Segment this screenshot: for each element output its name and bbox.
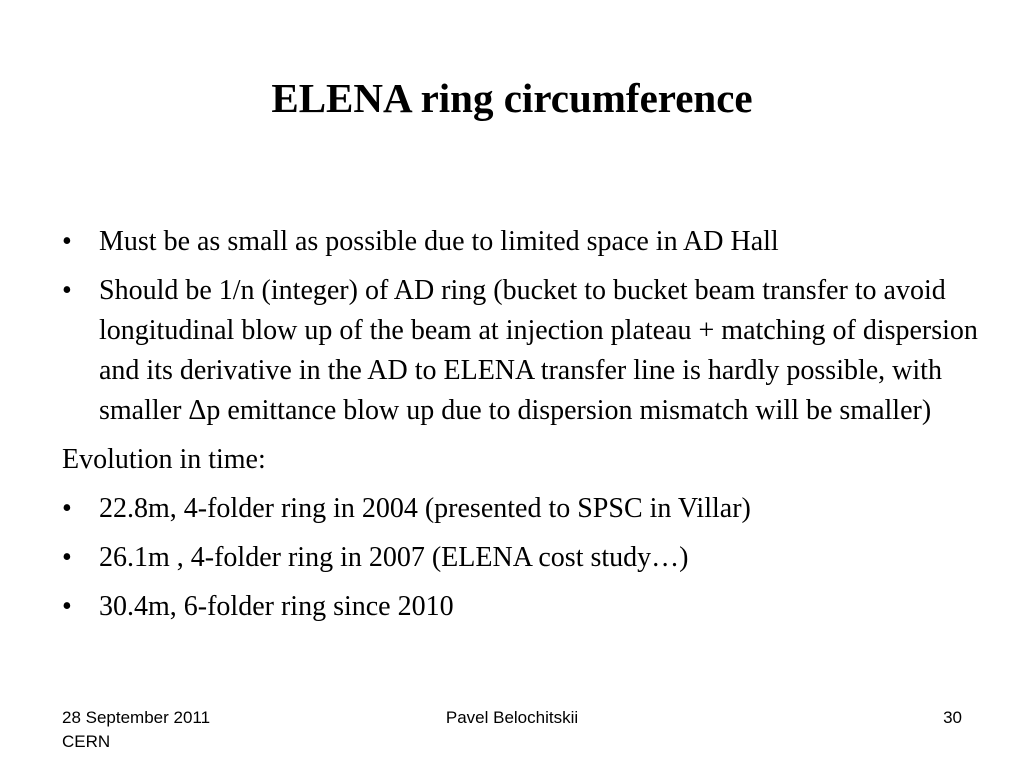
footer-date: 28 September 2011	[62, 708, 211, 727]
bullet-icon: •	[62, 493, 72, 524]
footer-author: Pavel Belochitskii	[445, 708, 579, 727]
footer-organization: CERN	[62, 732, 111, 751]
footer-page-number: 30	[943, 708, 962, 727]
bullet-text: 26.1m , 4-folder ring in 2007 (ELENA cost study…)	[99, 542, 689, 573]
bullet-text: Must be as small as possible due to limited space in AD Hall	[99, 226, 779, 257]
list-item	[62, 271, 982, 431]
evolution-bullet-list	[62, 489, 982, 627]
list-item	[62, 489, 982, 529]
bullet-text: 22.8m, 4-folder ring in 2004 (presented to SPSC in Villar)	[99, 493, 751, 524]
bullet-text: Should be 1/n (integer) of AD ring (bucket to bucket beam transfer to avoid longitudinal blow up of the beam at injection plateau + matching of dispersion and its derivative in the AD to ELENA transfer line is hardly possible, with smaller Δp emittance blow up due to dispersion mismatch will be smaller)	[99, 275, 978, 426]
bullet-icon: •	[62, 275, 72, 306]
bullet-icon: •	[62, 591, 72, 622]
list-item	[62, 538, 982, 578]
list-item	[62, 222, 982, 262]
slide-title: ELENA ring circumference	[271, 75, 753, 121]
bullet-icon: •	[62, 226, 72, 257]
list-item	[62, 587, 982, 627]
top-bullet-list	[62, 222, 982, 431]
evolution-heading: Evolution in time:	[62, 444, 266, 475]
bullet-text: 30.4m, 6-folder ring since 2010	[99, 591, 454, 622]
slide-body	[62, 222, 982, 636]
bullet-icon: •	[62, 542, 72, 573]
